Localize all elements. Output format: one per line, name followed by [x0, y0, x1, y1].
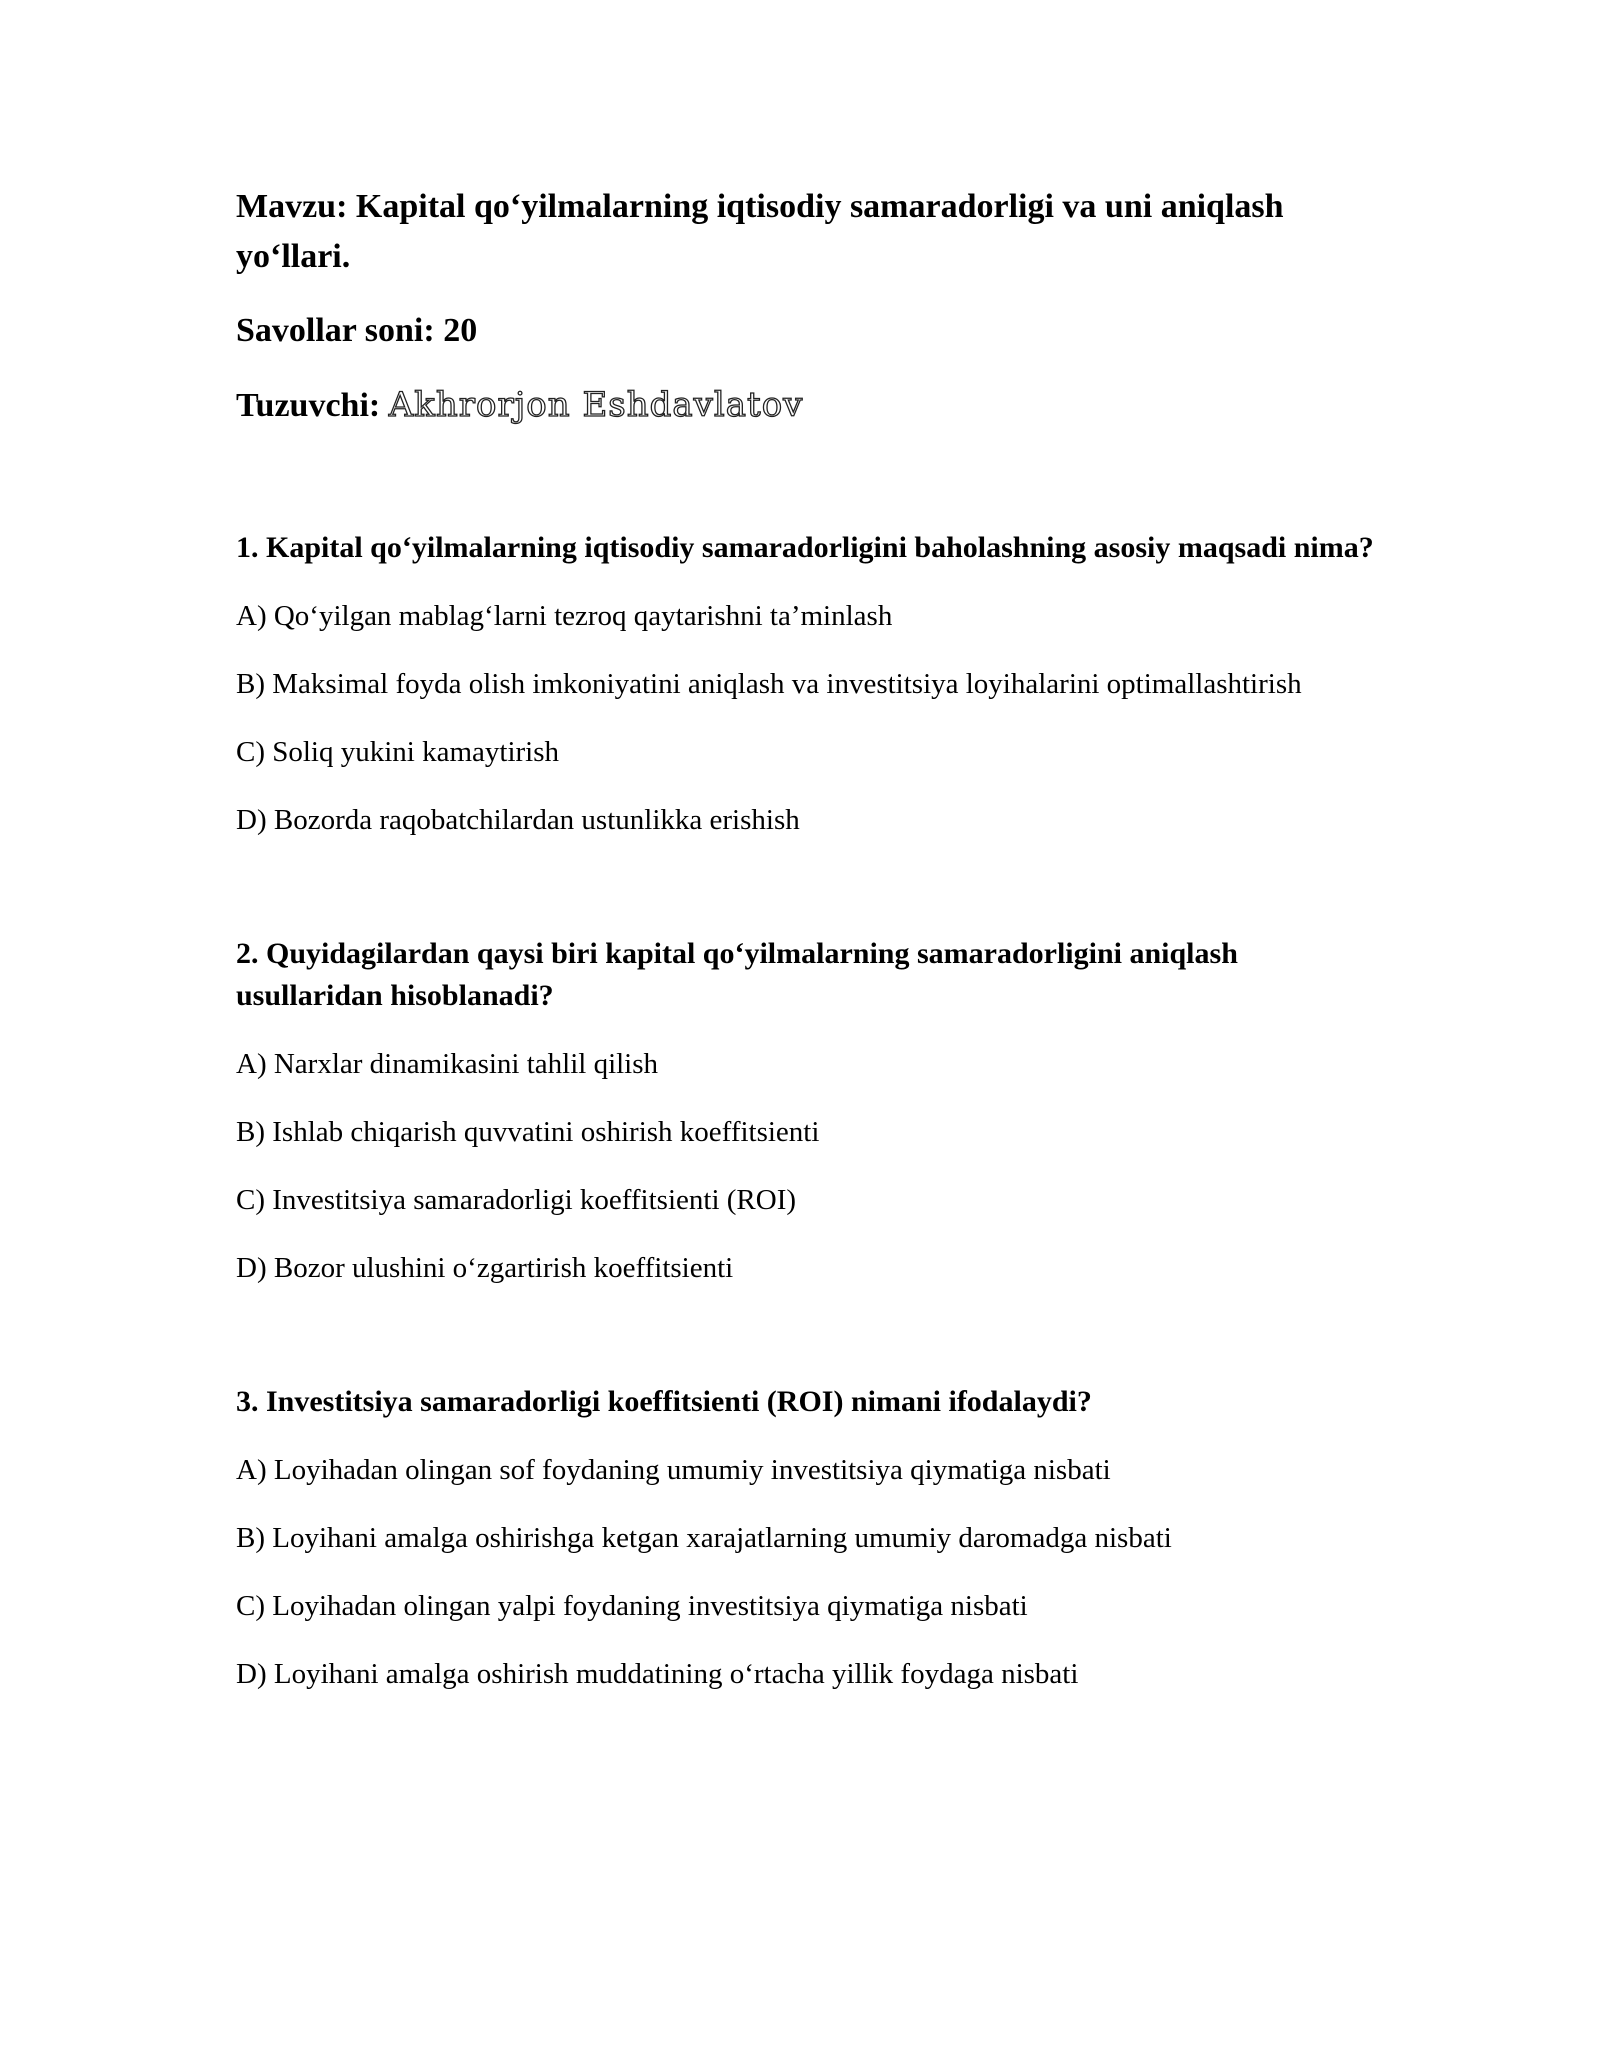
option-b: B) Maksimal foyda olish imkoniyatini aniqlash va investitsiya loyihalarini optimallashtirish	[236, 668, 1302, 700]
question-1	[236, 527, 1386, 841]
option-c: C) Soliq yukini kamaytirish	[236, 736, 560, 768]
question-2	[236, 933, 1386, 1289]
author-line	[236, 380, 1386, 431]
option-a: A) Loyihadan olingan sof foydaning umumiy investitsiya qiymatiga nisbati	[236, 1454, 1111, 1486]
option-c: C) Investitsiya samaradorligi koeffitsienti (ROI)	[236, 1184, 797, 1216]
author-label: Tuzuvchi:	[236, 387, 381, 424]
question-text: 3. Investitsiya samaradorligi koeffitsienti (ROI) nimani ifodalaydi?	[236, 1385, 1092, 1418]
option-b: B) Ishlab chiqarish quvvatini oshirish koeffitsienti	[236, 1116, 820, 1148]
option-a: A) Qo‘yilgan mablag‘larni tezroq qaytarishni ta’minlash	[236, 600, 893, 632]
document-title: Mavzu: Kapital qo‘yilmalarning iqtisodiy samaradorligi va uni aniqlash yo‘llari.	[236, 188, 1284, 275]
question-text: 1. Kapital qo‘yilmalarning iqtisodiy samaradorligini baholashning asosiy maqsadi nima?	[236, 531, 1374, 564]
question-3	[236, 1381, 1386, 1695]
question-count: Savollar soni: 20	[236, 312, 478, 349]
option-b: B) Loyihani amalga oshirishga ketgan xarajatlarning umumiy daromadga nisbati	[236, 1522, 1172, 1554]
document-page	[236, 182, 1386, 1695]
option-c: C) Loyihadan olingan yalpi foydaning investitsiya qiymatiga nisbati	[236, 1590, 1028, 1622]
option-d: D) Bozor ulushini o‘zgartirish koeffitsienti	[236, 1252, 734, 1284]
option-d: D) Loyihani amalga oshirish muddatining o‘rtacha yillik foydaga nisbati	[236, 1658, 1079, 1690]
option-a: A) Narxlar dinamikasini tahlil qilish	[236, 1048, 659, 1080]
option-d: D) Bozorda raqobatchilardan ustunlikka erishish	[236, 804, 800, 836]
question-text: 2. Quyidagilardan qaysi biri kapital qo‘yilmalarning samaradorligini aniqlash usullaridan hisoblanadi?	[236, 937, 1238, 1012]
author-name: Akhrorjon Eshdavlatov	[388, 385, 804, 425]
